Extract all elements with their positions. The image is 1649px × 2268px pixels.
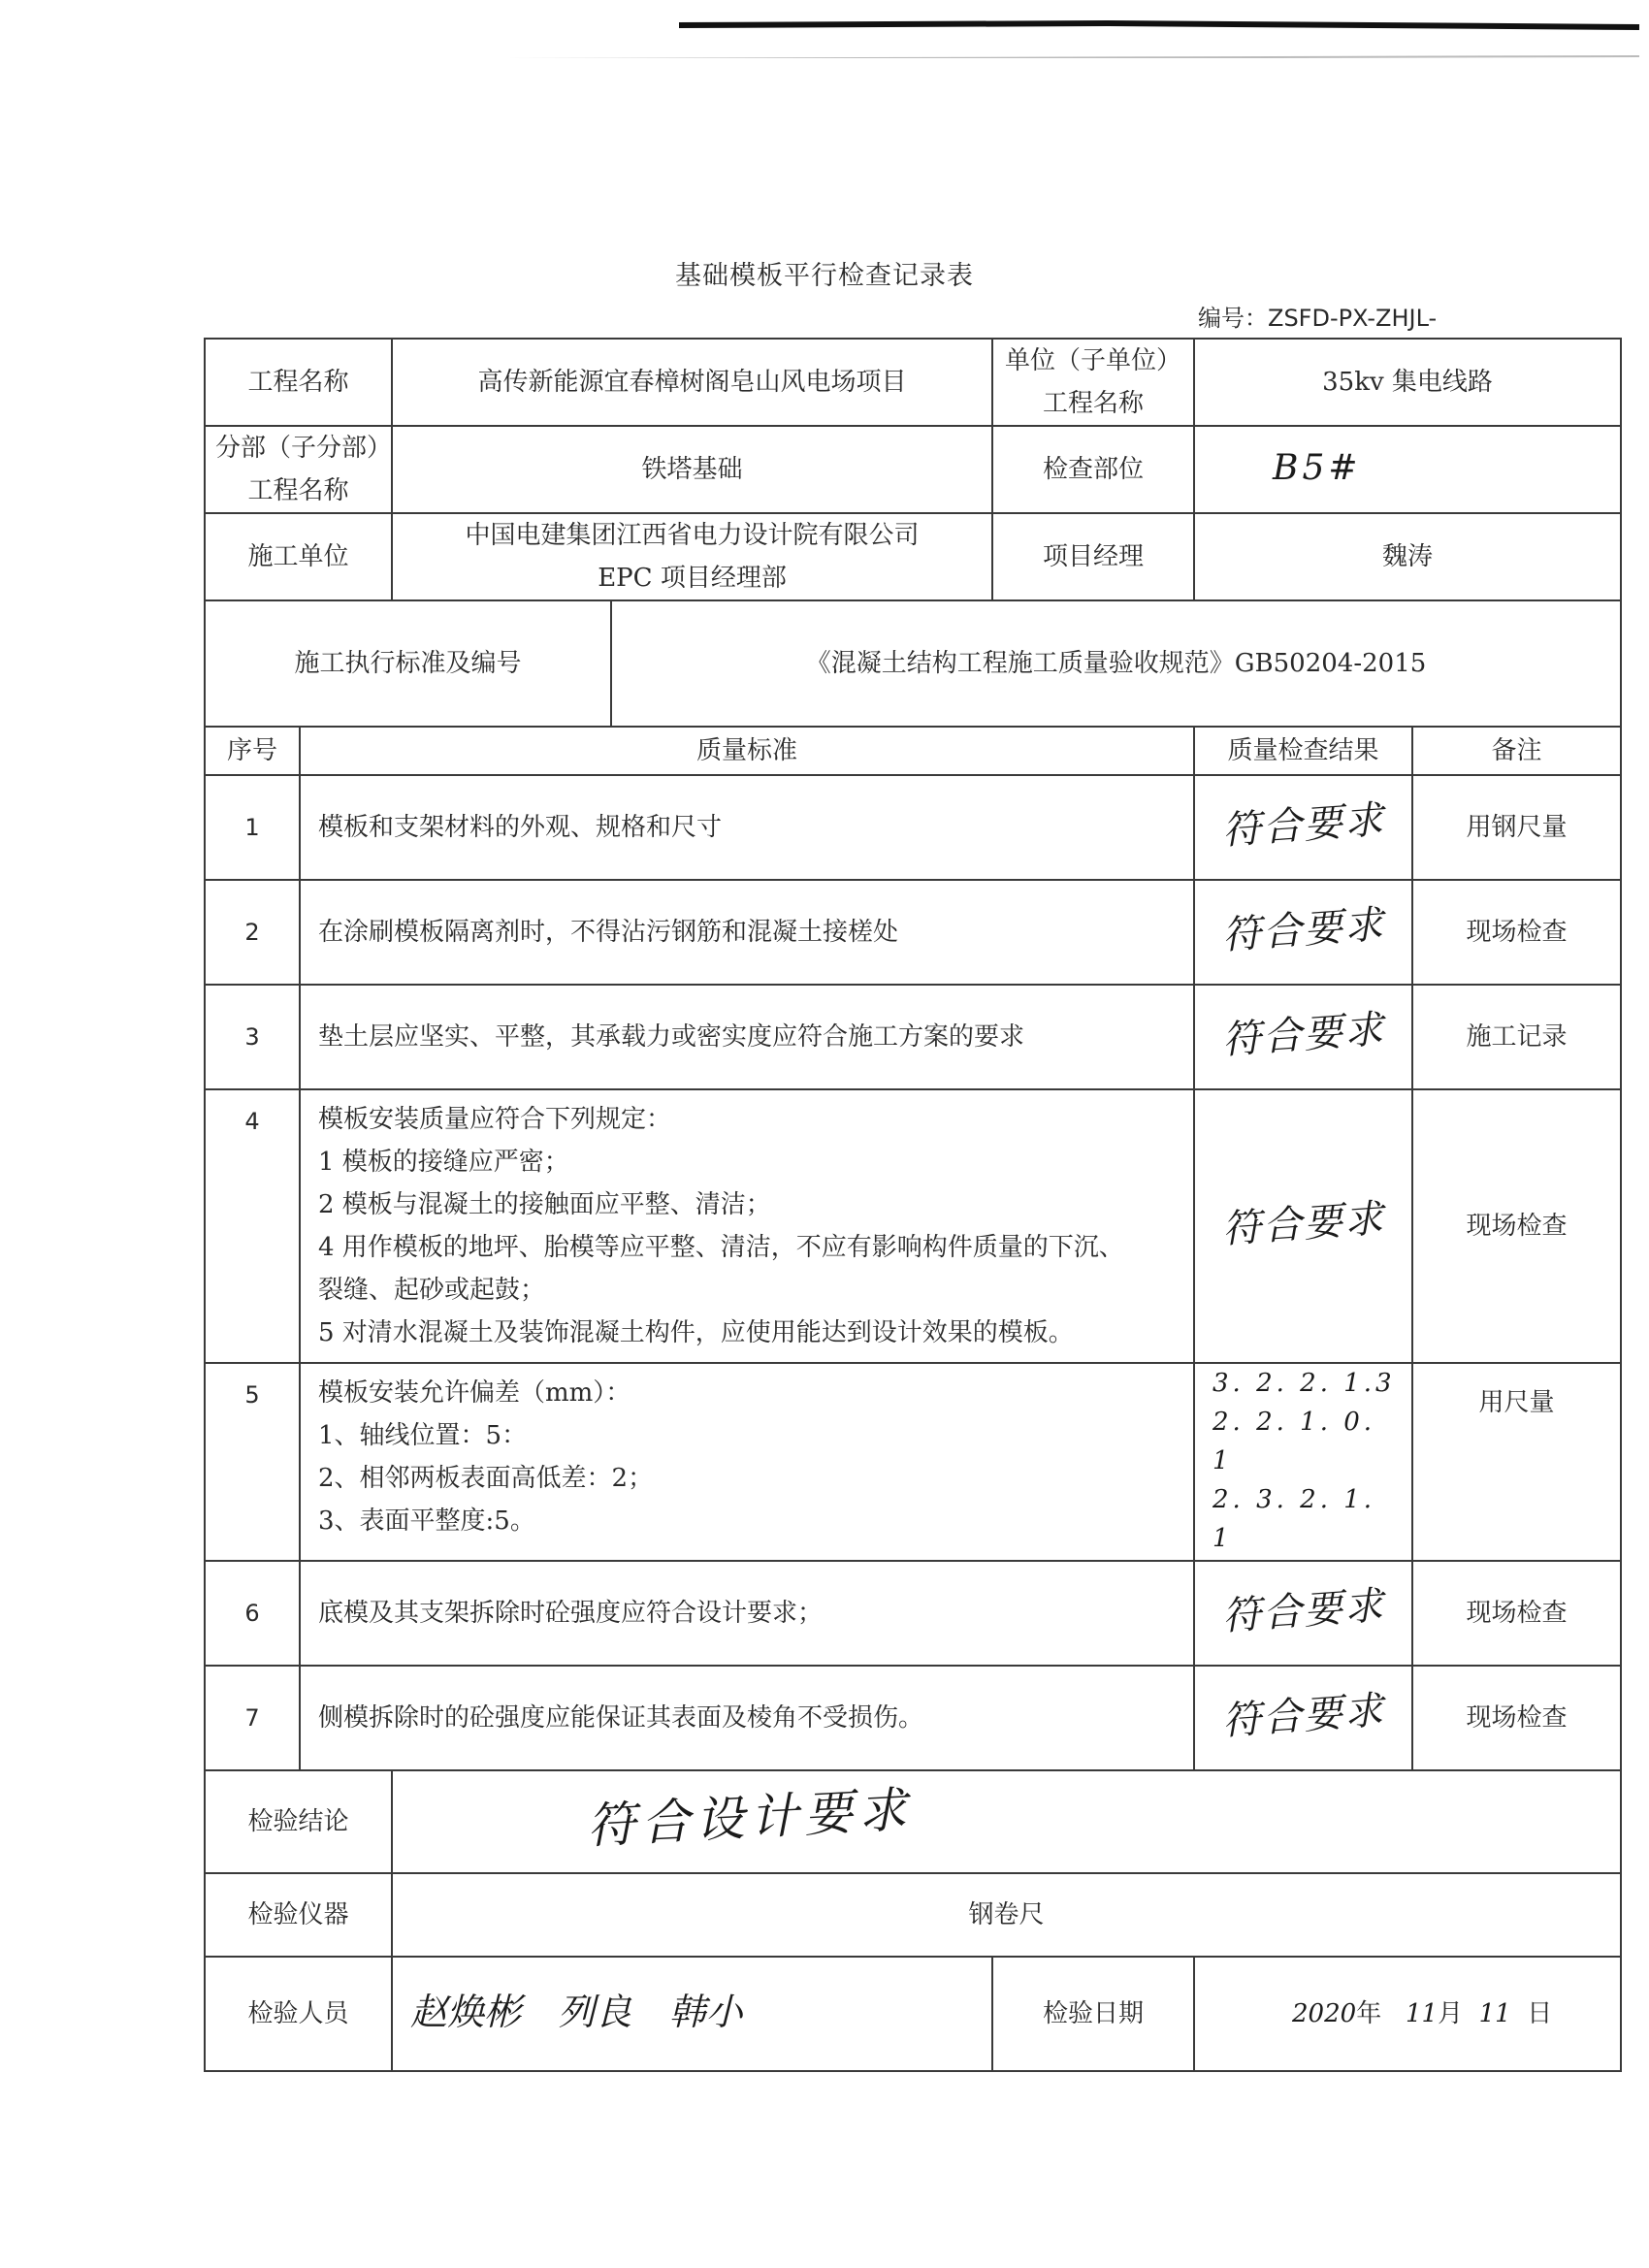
conclusion [392, 1770, 1621, 1873]
row-seq: 6 [205, 1561, 300, 1666]
result-signature: 符合要求 [1220, 796, 1386, 854]
row-standard: 模板和支架材料的外观、规格和尺寸 [300, 775, 1194, 880]
row-standard: 侧模拆除时的砼强度应能保证其表面及棱角不受损伤。 [300, 1666, 1194, 1770]
date-year-unit: 年 [1356, 1999, 1382, 2028]
sub-project-label [205, 426, 392, 513]
standard-line: 4 用作模板的地坪、胎模等应平整、清洁，不应有影响构件质量的下沉、 [318, 1233, 1124, 1262]
measurement-line: 2. 2. 1. 0. 1 [1212, 1408, 1376, 1475]
instrument-label: 检验仪器 [205, 1873, 392, 1957]
scan-edge [0, 0, 1649, 58]
inspector-signature: 赵焕彬 [410, 1990, 522, 2033]
standard-line: 2、相邻两板表面高低差：2； [318, 1464, 654, 1493]
sub-project-name: 铁塔基础 [392, 426, 992, 513]
result-signature: 符合要求 [1220, 1006, 1386, 1063]
unit-project-label-2: 工程名称 [1043, 389, 1145, 418]
row-standard: 底模及其支架拆除时砼强度应符合设计要求； [300, 1561, 1194, 1666]
info-row-sub-project [205, 426, 1621, 513]
row-standard: 垫土层应坚实、平整，其承载力或密实度应符合施工方案的要求 [300, 985, 1194, 1089]
document-title: 基础模板平行检查记录表 [675, 261, 974, 291]
measurement-line: 2. 3. 2. 1. 1 [1212, 1485, 1376, 1553]
unit-project-label-1: 单位（子单位） [1005, 346, 1182, 375]
manager-label: 项目经理 [992, 513, 1194, 600]
instrument-row [205, 1873, 1621, 1957]
measurement-line: 3. 2. 2. 1.3 [1212, 1369, 1396, 1398]
code-label: 编号： [1198, 305, 1268, 332]
conclusion-row [205, 1770, 1621, 1873]
table-row [205, 880, 1621, 985]
inspection-location-label: 检查部位 [992, 426, 1194, 513]
sub-project-label-2: 工程名称 [247, 476, 349, 505]
inspection-location [1194, 426, 1621, 513]
row-seq: 7 [205, 1666, 300, 1770]
row-standard: 在涂刷模板隔离剂时，不得沾污钢筋和混凝土接槎处 [300, 880, 1194, 985]
inspection-date [1194, 1957, 1621, 2071]
info-row-standard [205, 600, 1621, 727]
header-standard: 质量标准 [300, 727, 1194, 775]
row-seq: 3 [205, 985, 300, 1089]
standard-line: 2 模板与混凝土的接触面应平整、清洁； [318, 1190, 771, 1219]
table-row [205, 1363, 1621, 1561]
inspector-signature: 列良 [558, 1990, 632, 2033]
header-result: 质量检查结果 [1194, 727, 1412, 775]
standard-line: 5 对清水混凝土及装饰混凝土构件，应使用能达到设计效果的模板。 [318, 1318, 1074, 1347]
row-remark: 用尺量 [1412, 1363, 1621, 1561]
code-value: ZSFD-PX-ZHJL- [1268, 305, 1438, 332]
result-signature: 符合要求 [1220, 1195, 1386, 1252]
standard-line: 1、轴线位置：5： [318, 1421, 528, 1450]
inspectors [392, 1957, 992, 2071]
header-row [205, 727, 1621, 775]
date-day-unit: 日 [1527, 1999, 1553, 2028]
info-row-contractor [205, 513, 1621, 600]
date-month: 11 [1406, 1999, 1439, 2028]
result-measurements [1212, 1364, 1402, 1558]
row-result [1194, 775, 1412, 880]
info-row-project [205, 339, 1621, 426]
standard: 《混凝土结构工程施工质量验收规范》GB50204-2015 [611, 600, 1621, 727]
document-code [1198, 299, 1437, 333]
row-remark: 施工记录 [1412, 985, 1621, 1089]
date-year: 2020 [1292, 1999, 1357, 2028]
contractor-label: 施工单位 [205, 513, 392, 600]
row-seq: 5 [205, 1363, 300, 1561]
date-label: 检验日期 [992, 1957, 1194, 2071]
inspection-table [204, 338, 1622, 2072]
project-name-label: 工程名称 [205, 339, 392, 426]
row-standard [300, 1363, 1194, 1561]
row-remark: 现场检查 [1412, 880, 1621, 985]
date-month-unit: 月 [1438, 1999, 1464, 2028]
standard-line: 模板安装允许偏差（mm）： [318, 1378, 631, 1408]
inspection-location-value: B5# [1273, 447, 1362, 488]
row-seq: 1 [205, 775, 300, 880]
table-row [205, 1089, 1621, 1363]
project-name: 高传新能源宜春樟树阁皂山风电场项目 [392, 339, 992, 426]
row-result [1194, 1363, 1412, 1561]
standard-line: 1 模板的接缝应严密； [318, 1148, 569, 1177]
row-seq: 2 [205, 880, 300, 985]
date-day: 11 [1478, 1999, 1511, 2028]
instrument: 钢卷尺 [392, 1873, 1621, 1957]
inspector-signature: 韩小 [668, 1990, 743, 2033]
row-seq: 4 [205, 1089, 300, 1363]
contractor-line-2: EPC 项目经理部 [598, 564, 787, 593]
row-result [1194, 985, 1412, 1089]
standard-line: 模板安装质量应符合下列规定： [318, 1105, 672, 1134]
standard-label: 施工执行标准及编号 [205, 600, 611, 727]
table-row [205, 1666, 1621, 1770]
signature-row [205, 1957, 1621, 2071]
row-result [1194, 1561, 1412, 1666]
header-seq: 序号 [205, 727, 300, 775]
contractor [392, 513, 992, 600]
table-row [205, 1561, 1621, 1666]
conclusion-signature: 符合设计要求 [585, 1780, 915, 1855]
result-signature: 符合要求 [1220, 1582, 1386, 1639]
manager: 魏涛 [1194, 513, 1621, 600]
row-result [1194, 1089, 1412, 1363]
result-signature: 符合要求 [1220, 1687, 1386, 1744]
row-remark: 现场检查 [1412, 1089, 1621, 1363]
row-result [1194, 880, 1412, 985]
table-row [205, 775, 1621, 880]
table-row [205, 985, 1621, 1089]
conclusion-label: 检验结论 [205, 1770, 392, 1873]
standard-line: 3、表面平整度:5。 [318, 1507, 535, 1536]
row-remark: 用钢尺量 [1412, 775, 1621, 880]
sub-project-label-1: 分部（子分部） [215, 434, 393, 463]
standard-line: 裂缝、起砂或起鼓； [318, 1276, 546, 1305]
unit-project-label [992, 339, 1194, 426]
result-signature: 符合要求 [1220, 901, 1386, 958]
row-standard [300, 1089, 1194, 1363]
contractor-line-1: 中国电建集团江西省电力设计院有限公司 [465, 521, 920, 550]
inspectors-label: 检验人员 [205, 1957, 392, 2071]
unit-project-name: 35kv 集电线路 [1194, 339, 1621, 426]
header-remark: 备注 [1412, 727, 1621, 775]
row-remark: 现场检查 [1412, 1666, 1621, 1770]
row-remark: 现场检查 [1412, 1561, 1621, 1666]
row-result [1194, 1666, 1412, 1770]
